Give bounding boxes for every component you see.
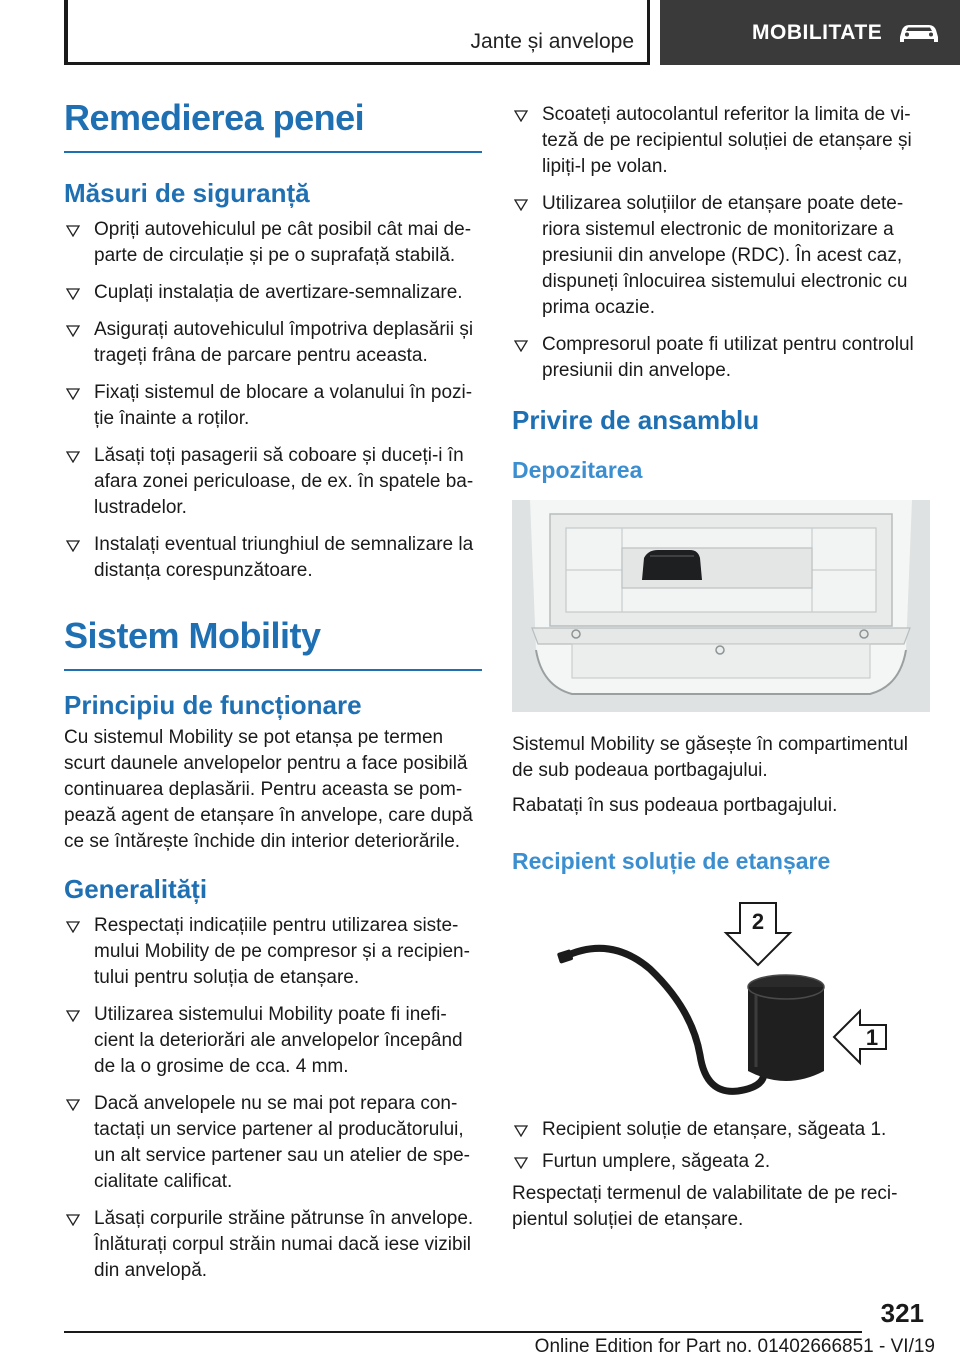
list-item: Lăsați toți pasagerii să coboare și duceți-i în afara zonei periculoase, de ex. în spatele ba-lustradelor.	[64, 443, 482, 521]
triangle-bullet-icon	[66, 1214, 80, 1226]
title-tire-repair: Remedierea penei	[64, 96, 482, 153]
list-item: Furtun umplere, săgeata 2.	[512, 1149, 930, 1175]
triangle-bullet-icon	[514, 110, 528, 122]
arrow-2-callout	[726, 903, 790, 965]
list-item: Instalați eventual triunghiul de semnalizare la distanța corespunzătoare.	[64, 532, 482, 584]
list-item: Utilizarea sistemului Mobility poate fi inefi-cient la deteriorări ale anvelopelor începând de la o grosime de cca. 4 mm.	[64, 1002, 482, 1080]
list-item: Opriți autovehiculul pe cât posibil cât mai de-parte de circulație și pe o suprafață stabilă.	[64, 217, 482, 269]
general-list	[64, 913, 482, 1284]
page-number: 321	[880, 1298, 924, 1328]
notes-list	[512, 102, 930, 384]
triangle-bullet-icon	[66, 921, 80, 933]
right-column	[512, 102, 930, 1233]
list-item: Compresorul poate fi utilizat pentru controlul presiunii din anvelope.	[512, 332, 930, 384]
triangle-bullet-icon	[514, 1157, 528, 1169]
footer-rule	[64, 1331, 862, 1333]
triangle-bullet-icon	[66, 451, 80, 463]
triangle-bullet-icon	[66, 1099, 80, 1111]
header-separator	[647, 0, 650, 64]
storage-text-2: Rabatați în sus podeaua portbagajului.	[512, 794, 838, 816]
principle-text: Cu sistemul Mobility se pot etanșa pe termen scurt daunele anvelopelor pentru a face posibilă continuarea deplasării. Pentru aceasta se pom-pează agent de etanșare în anvelope, care după ce se întărește închide din interior deteriorările.	[64, 726, 473, 852]
heading-overview: Privire de ansamblu	[512, 405, 760, 435]
container-text: Respectați termenul de valabilitate de pe reci-pientul soluției de etanșare.	[512, 1182, 898, 1230]
triangle-bullet-icon	[514, 1125, 528, 1137]
list-item: Utilizarea soluțiilor de etanșare poate dete-riora sistemul electronic de monitorizare a presiunii din anvelope (RDC). În acest caz, dispuneți înlocuirea sistemului electronic cu prima ocazie.	[512, 191, 930, 321]
list-item: Cuplați instalația de avertizare-semnalizare.	[64, 280, 482, 306]
arrow-1-label: 1	[865, 1024, 879, 1050]
triangle-bullet-icon	[66, 540, 80, 552]
heading-container: Recipient soluție de etanșare	[512, 847, 831, 874]
title-mobility-system: Sistem Mobility	[64, 614, 482, 671]
arrow-1-callout	[834, 1011, 886, 1063]
container-list	[512, 1117, 930, 1175]
triangle-bullet-icon	[514, 199, 528, 211]
list-item: Respectați indicațiile pentru utilizarea siste-mului Mobility de pe compresor și a recipien-tului pentru soluția de etanșare.	[64, 913, 482, 991]
heading-principle: Principiu de funcționare	[64, 690, 362, 721]
list-item: Dacă anvelopele nu se mai pot repara con-tactați un service partener al producătorului, un alt service partener sau un atelier de spe-cialitate calificat.	[64, 1091, 482, 1195]
left-column	[64, 96, 482, 1295]
list-item: Lăsați corpurile străine pătrunse în anvelope. Înlăturați corpul străin numai dacă iese vizibil din anvelopă.	[64, 1206, 482, 1284]
list-item: Recipient soluție de etanșare, săgeata 1.	[512, 1117, 930, 1143]
triangle-bullet-icon	[514, 340, 528, 352]
car-icon	[896, 20, 942, 46]
chapter-tab	[660, 0, 960, 65]
header-bottom-rule	[64, 62, 650, 65]
chapter-tab-label: MOBILITATE	[752, 20, 883, 44]
list-item: Scoateți autocolantul referitor la limita de vi-teză de pe recipientul soluției de etanșare și lipiți-l pe volan.	[512, 102, 930, 180]
arrow-2-label: 2	[751, 908, 765, 934]
sealant-container-figure	[550, 895, 890, 1103]
triangle-bullet-icon	[66, 288, 80, 300]
header-left-rule	[64, 0, 68, 64]
triangle-bullet-icon	[66, 388, 80, 400]
heading-general: Generalități	[64, 873, 208, 904]
heading-storage: Depozitarea	[512, 456, 643, 483]
triangle-bullet-icon	[66, 325, 80, 337]
storage-text-1: Sistemul Mobility se găsește în compartimentul de sub podeaua portbagajului.	[512, 733, 908, 781]
list-item: Asigurați autovehiculul împotriva deplasării și trageți frâna de parcare pentru aceasta.	[64, 317, 482, 369]
safety-list	[64, 217, 482, 584]
edition-text: Online Edition for Part no. 01402666851 - VI/19	[534, 1336, 935, 1357]
list-item: Fixați sistemul de blocare a volanului în pozi-ție înainte a roților.	[64, 380, 482, 432]
heading-safety: Măsuri de siguranță	[64, 178, 310, 209]
section-title: Jante și anvelope	[470, 30, 634, 53]
triangle-bullet-icon	[66, 1010, 80, 1022]
triangle-bullet-icon	[66, 225, 80, 237]
trunk-storage-figure	[512, 500, 930, 712]
